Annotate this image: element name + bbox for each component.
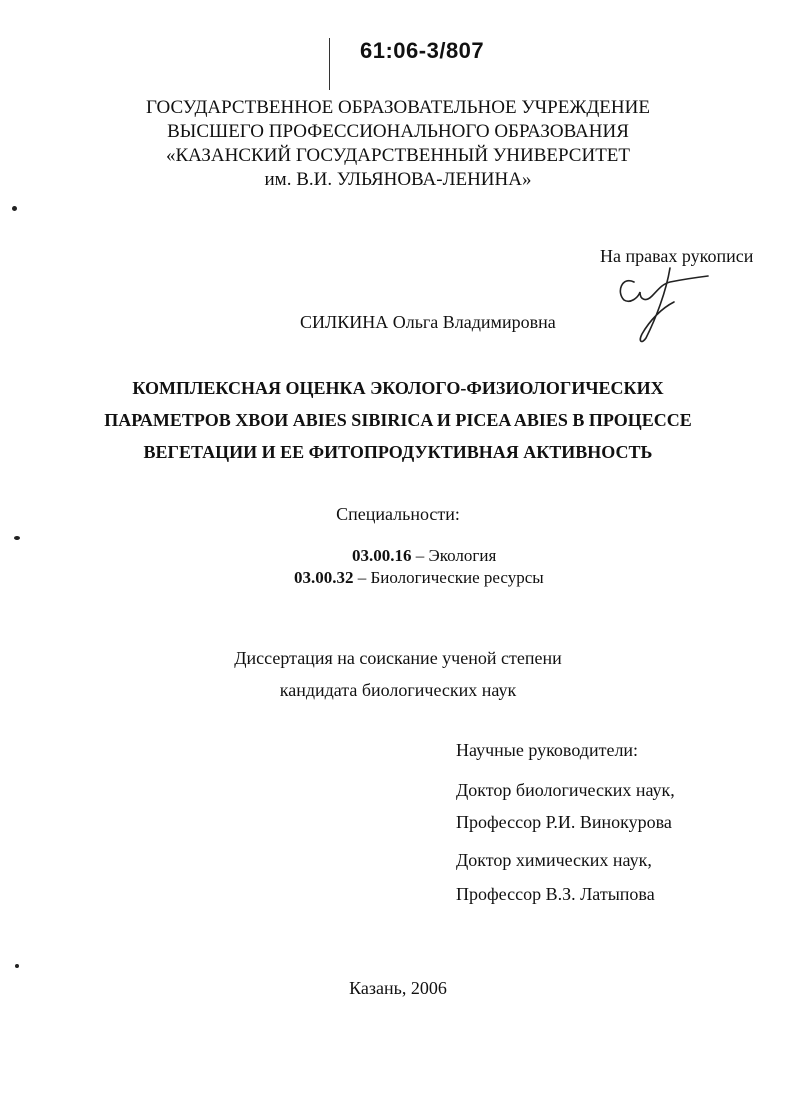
margin-line [329, 38, 330, 90]
degree-line: Диссертация на соискание ученой степени [234, 648, 562, 668]
manuscript-rights-note: На правах рукописи [600, 246, 754, 266]
institution-line: ГОСУДАРСТВЕННОЕ ОБРАЗОВАТЕЛЬНОЕ УЧРЕЖДЕНИЕ [146, 97, 650, 118]
scan-speck [12, 206, 17, 211]
title-line: КОМПЛЕКСНАЯ ОЦЕНКА ЭКОЛОГО-ФИЗИОЛОГИЧЕСКИХ [132, 378, 664, 398]
institution-block [0, 96, 796, 192]
scan-speck [14, 536, 20, 540]
specialty-name: – Экология [411, 546, 497, 565]
supervisors-heading: Научные руководители: [456, 740, 639, 760]
degree-line: кандидата биологических наук [279, 680, 517, 700]
specialty-code: 03.00.32 [294, 568, 354, 587]
specialty-code: 03.00.16 [352, 546, 412, 565]
institution-line: ВЫСШЕГО ПРОФЕССИОНАЛЬНОГО ОБРАЗОВАНИЯ [167, 121, 629, 142]
institution-line: «КАЗАНСКИЙ ГОСУДАРСТВЕННЫЙ УНИВЕРСИТЕТ [165, 145, 631, 166]
dissertation-degree [0, 642, 796, 706]
place-and-year: Казань, 2006 [349, 978, 447, 998]
author-name: СИЛКИНА Ольга Владимировна [300, 312, 556, 332]
specialties-heading: Специальности: [336, 504, 460, 524]
institution-line: им. В.И. УЛЬЯНОВА-ЛЕНИНА» [264, 169, 532, 190]
supervisor-name: Профессор В.З. Латыпова [456, 884, 655, 904]
specialty-name: – Биологические ресурсы [353, 568, 544, 587]
supervisor-degree: Доктор химических наук, [456, 850, 652, 870]
document-code: 61:06-3/807 [360, 38, 485, 63]
title-line: ВЕГЕТАЦИИ И ЕЕ ФИТОПРОДУКТИВНАЯ АКТИВНОСТЬ [143, 442, 653, 462]
signature-image [612, 262, 712, 346]
title-line: ПАРАМЕТРОВ ХВОИ ABIES SIBIRICA И PICEA ABIES В ПРОЦЕССЕ [104, 410, 692, 430]
supervisor-name: Профессор Р.И. Винокурова [456, 812, 672, 832]
specialty-item [352, 546, 496, 566]
scan-speck [15, 964, 19, 968]
supervisor-degree: Доктор биологических наук, [456, 780, 675, 800]
specialty-item [294, 568, 544, 588]
dissertation-title [0, 372, 796, 468]
